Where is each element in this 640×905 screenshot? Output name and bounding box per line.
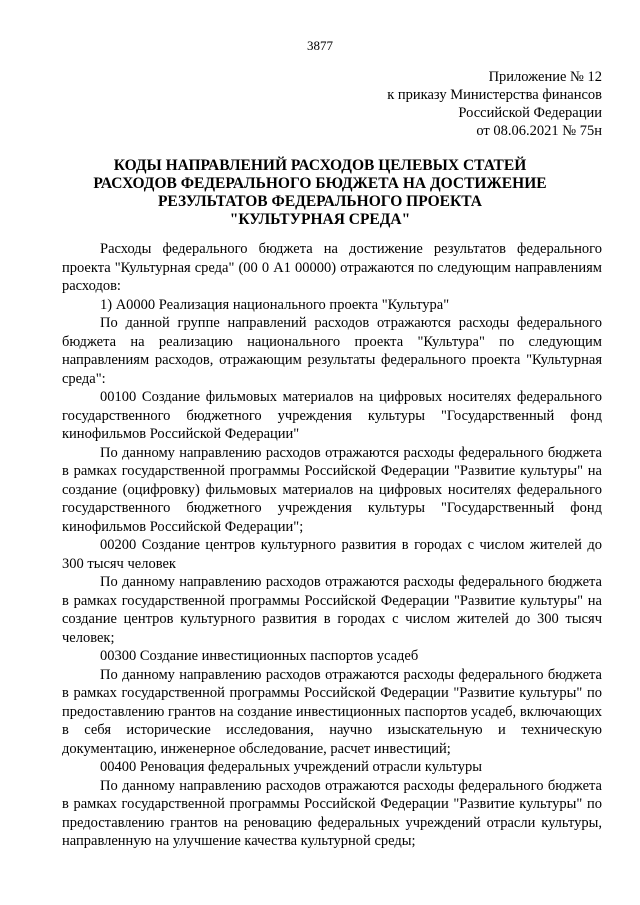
body-paragraph: По данной группе направлений расходов отражаются расходы федерального бюджета на реализацию национального проекта "Культура" по следующим направлениям расходов, отражающим результаты федерального проекта "Культурная среда": [62, 315, 602, 387]
title-line: РАСХОДОВ ФЕДЕРАЛЬНОГО БЮДЖЕТА НА ДОСТИЖЕНИЕ [93, 175, 547, 192]
title-line: КОДЫ НАПРАВЛЕНИЙ РАСХОДОВ ЦЕЛЕВЫХ СТАТЕЙ [113, 157, 527, 174]
body-paragraph: По данному направлению расходов отражаются расходы федерального бюджета в рамках государственной программы Российской Федерации "Развитие культуры" по предоставлению грантов на реновацию федеральных учреждений отрасли культуры, направленную на улучшение качества культурной среды; [62, 777, 602, 849]
section-heading: 1) А0000 Реализация национального проекта "Культура" [100, 296, 450, 313]
document-title [0, 157, 640, 229]
appendix-line: к приказу Министерства финансов [387, 87, 602, 103]
expense-code-heading: 00400 Реновация федеральных учреждений отрасли культуры [100, 759, 483, 775]
body-paragraph: По данному направлению расходов отражаются расходы федерального бюджета в рамках государственной программы Российской Федерации "Развитие культуры" на создание центров культурного развития в городах с числом жителей до 300 тысяч человек; [62, 574, 602, 646]
body-paragraph: По данному направлению расходов отражаются расходы федерального бюджета в рамках государственной программы Российской Федерации "Развитие культуры" на создание (оцифровку) фильмовых материалов на цифровых носителях федерального государственного бюджетного учреждения культуры "Государственный фонд кинофильмов Российской Федерации"; [62, 444, 602, 535]
document-body [62, 240, 602, 851]
body-paragraph: Расходы федерального бюджета на достижение результатов федерального проекта "Культурная среда" (00 0 А1 00000) отражаются по следующим направлениям расходов: [62, 241, 602, 294]
expense-code-heading: 00200 Создание центров культурного развития в городах с числом жителей до 300 тысяч человек [62, 537, 602, 572]
appendix-header [342, 68, 602, 140]
expense-code-heading: 00300 Создание инвестиционных паспортов усадеб [100, 648, 419, 664]
appendix-line: Российской Федерации [458, 105, 602, 121]
title-line: РЕЗУЛЬТАТОВ ФЕДЕРАЛЬНОГО ПРОЕКТА [157, 193, 483, 210]
appendix-line: Приложение № 12 [488, 69, 602, 85]
body-paragraph: По данному направлению расходов отражаются расходы федерального бюджета в рамках государственной программы Российской Федерации "Развитие культуры" по предоставлению грантов на создание инвестиционных паспортов усадеб, включающих в себя исторические исследования, научно изыскательную и техническую документацию, инженерное обследование, расчет инвестиций; [62, 666, 602, 757]
title-line: "КУЛЬТУРНАЯ СРЕДА" [229, 211, 411, 228]
appendix-line: от 08.06.2021 № 75н [476, 123, 602, 139]
expense-code-heading: 00100 Создание фильмовых материалов на цифровых носителях федерального государственного бюджетного учреждения культуры "Государственный фонд кинофильмов Российской Федерации" [62, 389, 602, 442]
page-number: 3877 [307, 38, 333, 53]
